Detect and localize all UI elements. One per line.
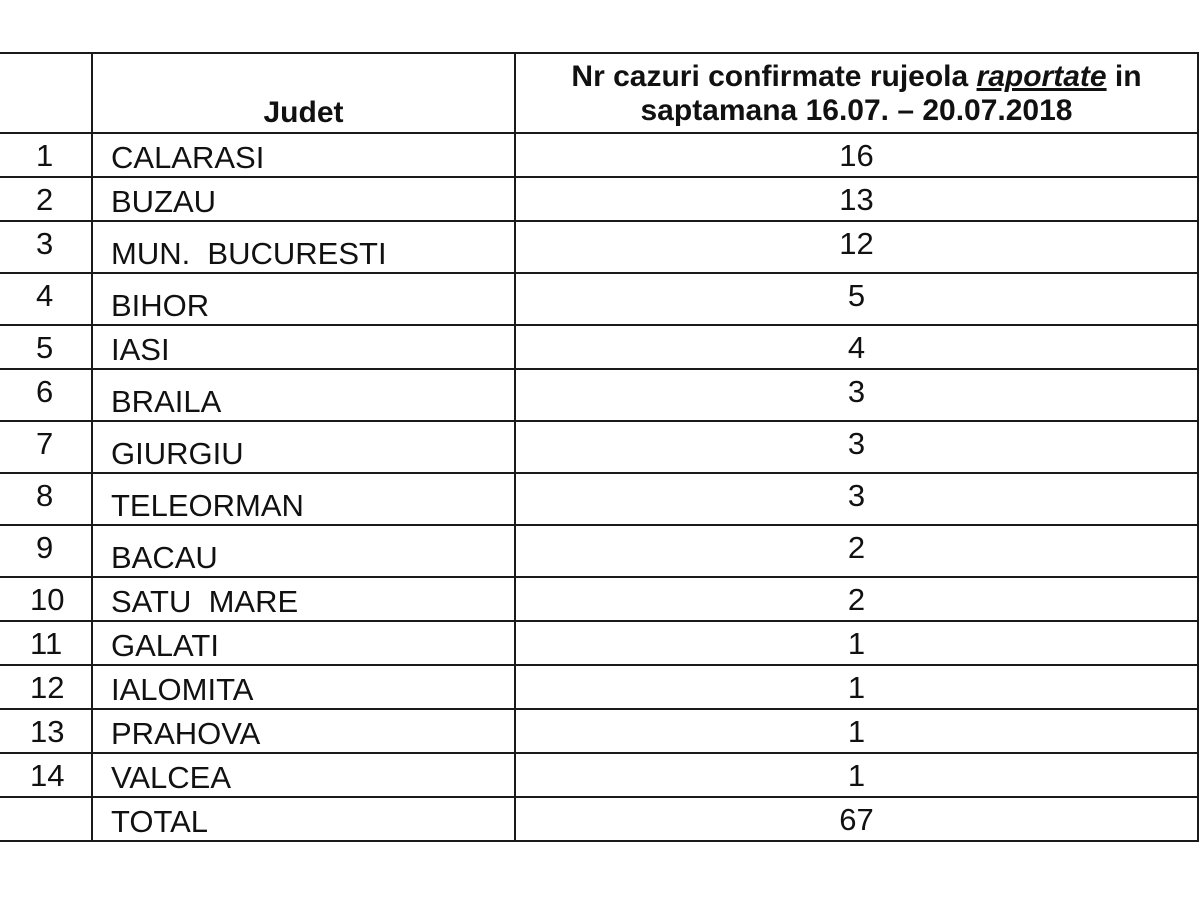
case-count: 16 xyxy=(515,133,1198,177)
case-count: 1 xyxy=(515,753,1198,797)
county-name: BRAILA xyxy=(92,369,515,421)
case-count: 12 xyxy=(515,221,1198,273)
case-count: 2 xyxy=(515,577,1198,621)
table-row xyxy=(1,525,1198,577)
row-number: 6 xyxy=(1,369,92,421)
table-row xyxy=(1,753,1198,797)
table-row xyxy=(1,177,1198,221)
table-row xyxy=(1,421,1198,473)
table-row xyxy=(1,577,1198,621)
row-number: 14 xyxy=(1,753,92,797)
county-name: SATU MARE xyxy=(92,577,515,621)
county-name: GALATI xyxy=(92,621,515,665)
row-number: 7 xyxy=(1,421,92,473)
county-name: MUN. BUCURESTI xyxy=(92,221,515,273)
row-number: 9 xyxy=(1,525,92,577)
row-number: 10 xyxy=(1,577,92,621)
case-count: 1 xyxy=(515,665,1198,709)
measles-cases-table xyxy=(0,52,1199,842)
case-count: 3 xyxy=(515,473,1198,525)
table-row xyxy=(1,325,1198,369)
row-number: 2 xyxy=(1,177,92,221)
county-name: GIURGIU xyxy=(92,421,515,473)
header-cases-emphasis: raportate xyxy=(976,60,1107,93)
county-name: PRAHOVA xyxy=(92,709,515,753)
table-row xyxy=(1,369,1198,421)
row-number: 13 xyxy=(1,709,92,753)
header-cases-period: saptamana 16.07. – 20.07.2018 xyxy=(640,93,1073,127)
header-county: Judet xyxy=(92,53,515,133)
total-row xyxy=(1,797,1198,841)
county-name: BACAU xyxy=(92,525,515,577)
case-count: 1 xyxy=(515,709,1198,753)
table-row xyxy=(1,273,1198,325)
case-count: 1 xyxy=(515,621,1198,665)
table-header-row xyxy=(1,53,1198,133)
total-cases: 67 xyxy=(515,797,1198,841)
table-row xyxy=(1,665,1198,709)
county-name: IASI xyxy=(92,325,515,369)
header-cases xyxy=(515,53,1198,133)
county-name: IALOMITA xyxy=(92,665,515,709)
total-number-cell xyxy=(1,797,92,841)
table-body xyxy=(1,133,1198,841)
row-number: 3 xyxy=(1,221,92,273)
county-name: BIHOR xyxy=(92,273,515,325)
row-number: 8 xyxy=(1,473,92,525)
case-count: 3 xyxy=(515,421,1198,473)
row-number: 1 xyxy=(1,133,92,177)
case-count: 2 xyxy=(515,525,1198,577)
county-name: BUZAU xyxy=(92,177,515,221)
total-label: TOTAL xyxy=(92,797,515,841)
table-row xyxy=(1,473,1198,525)
case-count: 3 xyxy=(515,369,1198,421)
case-count: 4 xyxy=(515,325,1198,369)
header-cases-text-end: in xyxy=(1106,60,1142,93)
row-number: 11 xyxy=(1,621,92,665)
table-row xyxy=(1,133,1198,177)
row-number: 4 xyxy=(1,273,92,325)
table-row xyxy=(1,221,1198,273)
table-row xyxy=(1,709,1198,753)
case-count: 13 xyxy=(515,177,1198,221)
county-name: CALARASI xyxy=(92,133,515,177)
row-number: 12 xyxy=(1,665,92,709)
table-row xyxy=(1,621,1198,665)
row-number: 5 xyxy=(1,325,92,369)
header-cases-text: Nr cazuri confirmate rujeola xyxy=(571,60,977,93)
case-count: 5 xyxy=(515,273,1198,325)
county-name: TELEORMAN xyxy=(92,473,515,525)
header-number-cell xyxy=(1,53,92,133)
county-name: VALCEA xyxy=(92,753,515,797)
